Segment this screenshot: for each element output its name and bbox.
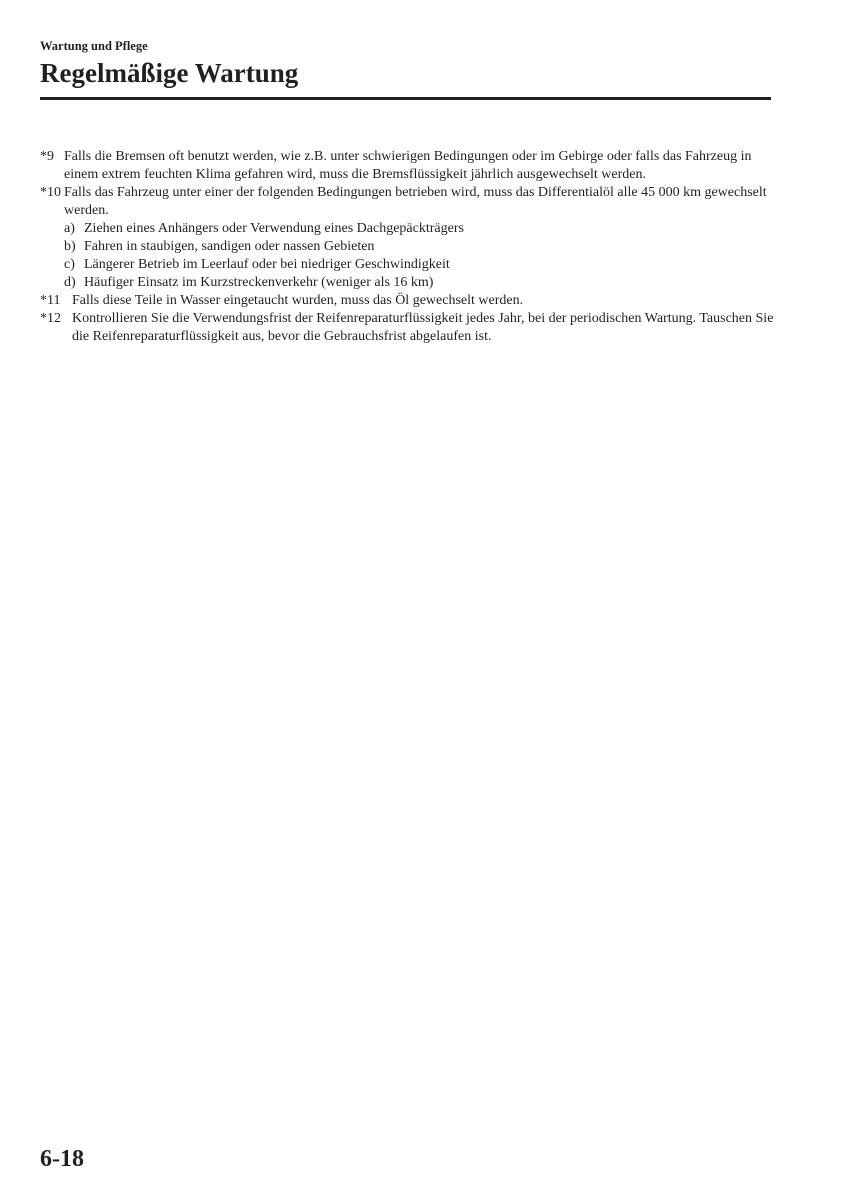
condition-item <box>64 220 780 238</box>
condition-letter: c) <box>64 257 75 272</box>
footnote-text: Falls das Fahrzeug unter einer der folgenden Bedingungen betrieben wird, muss das Differentialöl alle 45 000 km gewechselt werden. <box>64 185 767 218</box>
footnotes-list <box>40 148 780 346</box>
condition-letter: a) <box>64 221 75 236</box>
condition-text: Ziehen eines Anhängers oder Verwendung eines Dachgepäckträgers <box>84 221 464 236</box>
title-rule <box>40 97 771 100</box>
footnote-text: Falls diese Teile in Wasser eingetaucht wurden, muss das Öl gewechselt werden. <box>72 293 524 308</box>
footnote-11 <box>40 292 780 310</box>
footnote-marker: *10 <box>40 185 61 200</box>
footnote-12 <box>40 310 780 346</box>
footnote-body <box>72 310 780 346</box>
condition-text: Fahren in staubigen, sandigen oder nassen Gebieten <box>84 239 375 254</box>
footnote-text: Kontrollieren Sie die Verwendungsfrist der Reifenreparaturflüssigkeit jedes Jahr, bei der periodischen Wartung. Tauschen Sie die Reifenreparaturflüssigkeit aus, bevor die Gebrauchsfrist abgelaufen ist. <box>72 311 774 344</box>
footnote-10 <box>40 184 780 292</box>
footnote-marker: *9 <box>40 149 54 164</box>
condition-item <box>64 256 780 274</box>
condition-letter: d) <box>64 275 76 290</box>
page-title: Regelmäßige Wartung <box>40 58 299 88</box>
condition-item <box>64 274 780 292</box>
footnote-body <box>64 184 780 292</box>
condition-letter: b) <box>64 239 76 254</box>
footnote-text: Falls die Bremsen oft benutzt werden, wie z.B. unter schwierigen Bedingungen oder im Gebirge oder falls das Fahrzeug in einem extrem feuchten Klima gefahren wird, muss die Bremsflüssigkeit jährlich ausgewechselt werden. <box>64 149 752 182</box>
footnote-body <box>64 148 780 184</box>
page-number: 6-18 <box>40 1146 84 1172</box>
condition-text: Längerer Betrieb im Leerlauf oder bei niedriger Geschwindigkeit <box>84 257 450 272</box>
footnote-marker: *12 <box>40 311 61 326</box>
condition-item <box>64 238 780 256</box>
condition-text: Häufiger Einsatz im Kurzstreckenverkehr (weniger als 16 km) <box>84 275 434 290</box>
section-label: Wartung und Pflege <box>40 39 148 53</box>
footnote-body <box>72 292 780 310</box>
condition-list <box>64 220 780 292</box>
footnote-9 <box>40 148 780 184</box>
footnote-marker: *11 <box>40 293 61 308</box>
